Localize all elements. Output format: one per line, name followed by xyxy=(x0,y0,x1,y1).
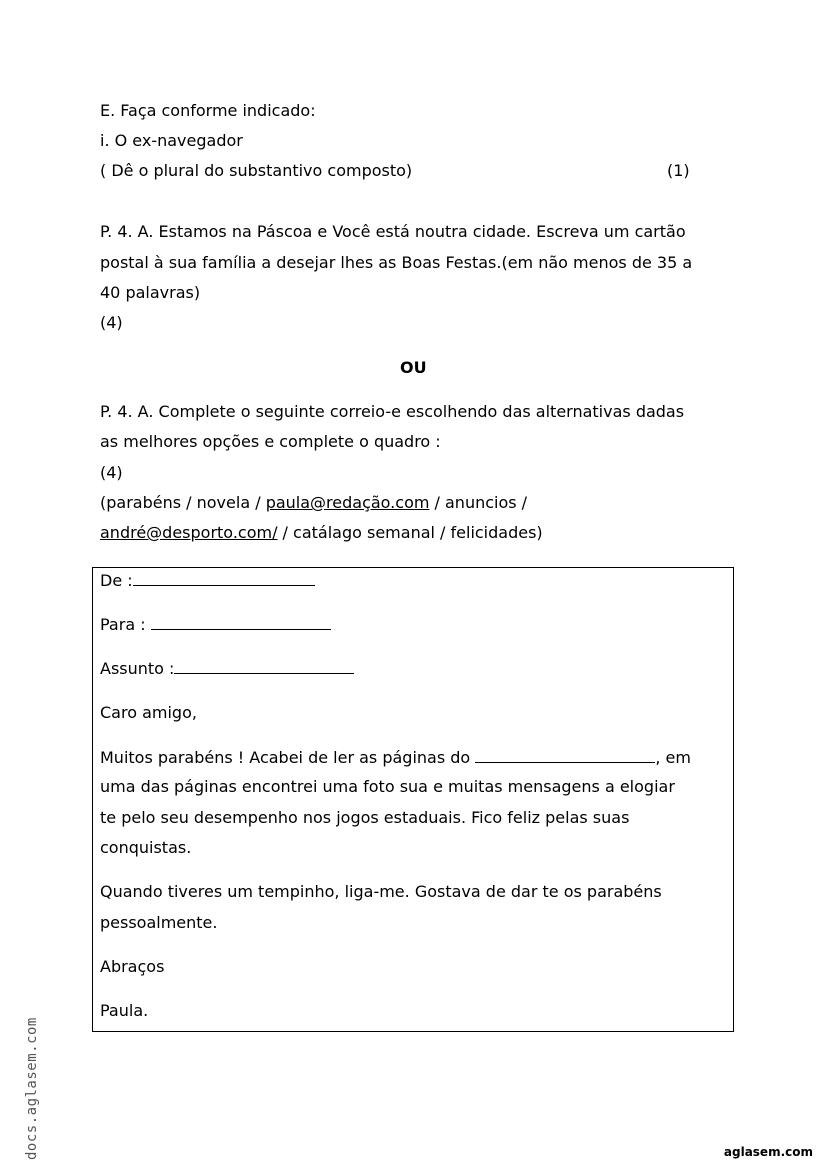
body2-line1: Quando tiveres um tempinho, liga-me. Gostava de dar te os parabéns xyxy=(100,882,662,901)
to-row xyxy=(100,614,331,635)
email-form-box xyxy=(92,567,734,1032)
greeting: Caro amigo, xyxy=(100,703,197,722)
subject-blank[interactable] xyxy=(174,658,354,674)
option-email-andre[interactable]: andré@desporto.com/ xyxy=(100,523,278,542)
from-blank[interactable] xyxy=(133,570,315,586)
from-row xyxy=(100,570,315,591)
subject-row xyxy=(100,658,354,679)
body1-line4: conquistas. xyxy=(100,838,192,857)
options-mid-text: / anuncios / xyxy=(429,493,528,512)
section-e-item: i. O ex-navegador xyxy=(100,131,243,150)
options-line2 xyxy=(100,523,543,543)
body1-line1 xyxy=(100,747,691,768)
section-e-marks: (1) xyxy=(667,161,690,180)
q4a-first-line1: P. 4. A. Estamos na Páscoa e Você está noutra cidade. Escreva um cartão xyxy=(100,222,686,241)
body1-line1-end: , em xyxy=(655,748,691,767)
section-e-heading: E. Faça conforme indicado: xyxy=(100,101,316,120)
option-email-paula[interactable]: paula@redação.com xyxy=(265,493,430,512)
q4a-second-line1: P. 4. A. Complete o seguinte correio-e escolhendo das alternativas dadas xyxy=(100,402,685,421)
body1-line1-start: Muitos parabéns ! Acabei de ler as páginas do xyxy=(100,748,476,767)
q4a-first-marks: (4) xyxy=(100,313,123,332)
q4a-first-line2: postal à sua família a desejar lhes as Boas Festas.(em não menos de 35 a xyxy=(100,253,693,272)
section-e-instruction: ( Dê o plural do substantivo composto) xyxy=(100,161,413,180)
q4a-second-marks: (4) xyxy=(100,463,123,482)
options-end-text: / catálago semanal / felicidades) xyxy=(277,523,543,542)
subject-label: Assunto : xyxy=(100,659,175,678)
body2-line2: pessoalmente. xyxy=(100,913,218,932)
body-blank[interactable] xyxy=(475,747,655,763)
to-label: Para : xyxy=(100,615,151,634)
body1-line3: te pelo seu desempenho nos jogos estaduais. Fico feliz pelas suas xyxy=(100,808,630,827)
footer-site-label: aglasem.com xyxy=(723,1145,813,1159)
closing: Abraços xyxy=(100,957,165,976)
or-label: OU xyxy=(400,358,427,377)
q4a-second-line2: as melhores opções e complete o quadro : xyxy=(100,432,441,451)
body1-line2: uma das páginas encontrei uma foto sua e muitas mensagens a elogiar xyxy=(100,777,675,796)
from-label: De : xyxy=(100,571,133,590)
options-open-text: (parabéns / novela / xyxy=(100,493,266,512)
options-line1 xyxy=(100,493,527,513)
signature: Paula. xyxy=(100,1001,149,1020)
q4a-first-line3: 40 palavras) xyxy=(100,283,201,302)
to-blank[interactable] xyxy=(151,614,331,630)
side-watermark: docs.aglasem.com xyxy=(24,1017,40,1160)
